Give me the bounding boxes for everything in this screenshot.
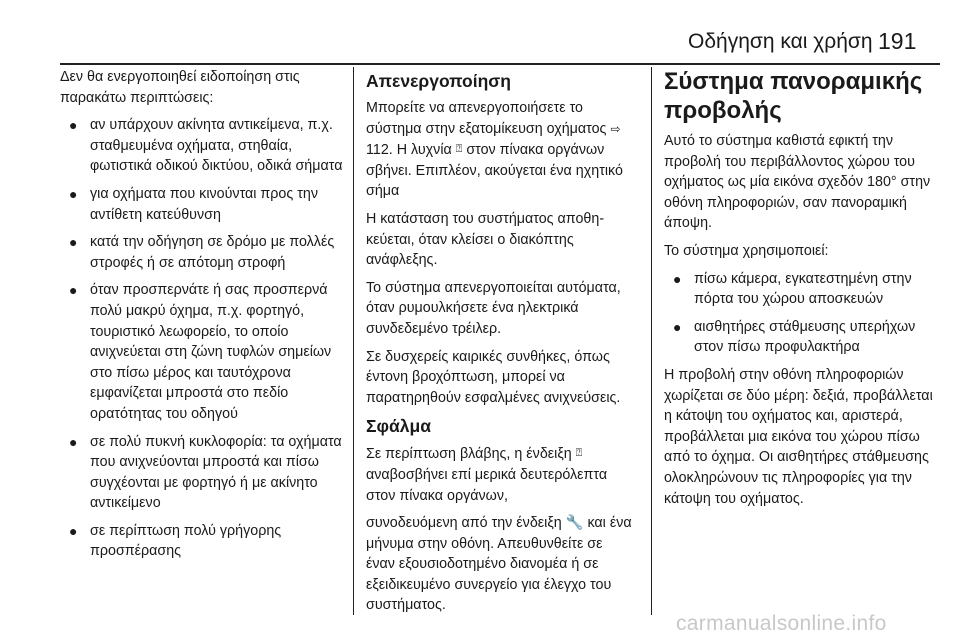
bullet-icon: ●	[69, 185, 78, 202]
column-2	[366, 67, 632, 623]
intro-paragraph: Δεν θα ενεργοποιηθεί ειδοποίηση στις παρακάτω περιπτώσεις:	[60, 69, 300, 106]
deactivation-heading: Απενεργοποίηση	[366, 71, 511, 91]
deactivation-paragraph: Μπορείτε να απενεργοποιήσετε το σύστημα στην εξατομίκευση οχήματος ⇨ 112. Η λυχνία ⍰ στον πίνακα οργάνων σβήνει. Επιπλέον, ακούγεται ένα ηχητικό σήμα	[366, 100, 623, 200]
watermark: carmanualsonline.info	[676, 612, 887, 635]
side-blind-zone-indicator-icon: ⍰	[575, 447, 583, 460]
bullet-icon: ●	[69, 522, 78, 539]
running-title: Οδήγηση και χρήση	[688, 30, 873, 53]
list-item: ● αν υπάρχουν ακίνητα αντικείμενα, π.χ. σταθμευμένα οχήματα, στηθαία, φωτιστικά οδικού δικτύου, οδικά σήματα	[69, 117, 343, 175]
state-saved-paragraph: Η κατάσταση του συστήματος αποθηκεύεται, όταν κλείσει ο διακόπτης ανάφλεξης.	[366, 210, 605, 269]
list-item: ● σε πολύ πυκνή κυκλοφορία: τα οχήματα που ανιχνεύονται μπροστά και πίσω συγχέονται με φορτηγό ή με ακίνητο αντικείμενο	[69, 433, 342, 512]
bullet-icon: ●	[69, 234, 78, 251]
bullet-icon: ●	[69, 433, 78, 450]
trailer-paragraph: Το σύστημα απενεργοποιείται αυτόματα, όταν ρυμουλκήσετε ένα ηλεκτρικά συνδεδεμένο τρέιλερ.	[366, 279, 621, 337]
list-item: ● για οχήματα που κινούνται προς την αντίθετη κατεύθυνση	[69, 185, 318, 223]
bullet-icon: ●	[69, 117, 78, 134]
fault-service-paragraph: συνοδευόμενη από την ένδειξη 🔧 και ένα μήνυμα στην οθόνη. Απευθυνθείτε σε έναν εξουσιοδοτημένο διανομέα ή σε εξειδικευμένο συνεργείο για έλεγχο του συστήματος.	[366, 515, 632, 614]
weather-paragraph: Σε δυσχερείς καιρικές συνθήκες, όπως έντονη βροχόπτωση, μπορεί να παρατηρηθούν εσφαλμένες ανιχνεύσεις.	[366, 348, 621, 406]
list-item: ● κατά την οδήγηση σε δρόμο με πολλές στροφές ή σε απότομη στροφή	[69, 234, 335, 271]
bullet-icon: ●	[673, 270, 682, 287]
column-3	[664, 67, 940, 516]
page-number: 191	[878, 28, 917, 54]
panoramic-view-heading: Σύστημα πανοραμικής προβολής	[664, 68, 923, 124]
list-item: ● όταν προσπερνάτε ή σας προσπερνά πολύ μακρύ όχημα, π.χ. φορτηγό, τουριστικό λεωφορείο, το οποίο ανιχνεύεται στη ζώνη τυφλών σημείων στο πίσω μέρος και ταυτόχρονα εμφανίζεται μπροστά στο πεδίο ορατότητας του οδηγού	[69, 282, 332, 422]
side-blind-zone-indicator-icon: ⍰	[455, 143, 463, 156]
exception-list	[60, 115, 344, 562]
column-1	[60, 67, 344, 569]
column-divider-2	[651, 67, 652, 615]
bullet-icon: ●	[673, 318, 682, 335]
service-wrench-icon: 🔧	[565, 515, 584, 532]
page-reference-arrow-icon: ⇨	[610, 121, 621, 136]
page-reference-link[interactable]: 112	[366, 142, 389, 159]
list-item: ● πίσω κάμερα, εγκατεστημένη στην πόρτα του χώρου αποσκευών	[673, 270, 912, 308]
bullet-icon: ●	[69, 282, 78, 299]
column-divider-1	[353, 67, 354, 615]
components-list	[664, 269, 940, 358]
list-item: ● αισθητήρες στάθμευσης υπερήχων στον πίσω προφυλακτήρα	[673, 318, 916, 356]
fault-paragraph: Σε περίπτωση βλάβης, η ένδειξη ⍰ αναβοσβήνει επί μερικά δευτερόλεπτα στον πίνακα οργάνων,	[366, 443, 632, 506]
fault-heading: Σφάλμα	[366, 416, 431, 437]
page-header	[0, 0, 960, 60]
system-uses-paragraph: Το σύστημα χρησιμοποιεί:	[664, 242, 829, 259]
display-split-paragraph: Η προβολή στην οθόνη πληροφοριών χωρίζεται σε δύο μέρη: δεξιά, προβάλλεται η κάτοψη του οχήματος και, αριστερά, προβάλλεται μια εικόνα του χώρου πίσω από το όχημα. Οι αισθητήρες στάθμευσης ολοκληρώνουν τις πληροφορίες για την κάτοψη του οχήματος.	[664, 366, 933, 507]
list-item: ● σε περίπτωση πολύ γρήγορης προσπέρασης	[69, 522, 282, 560]
panoramic-intro-paragraph: Αυτό το σύστημα καθιστά εφικτή την προβολή του περιβάλλοντος χώρου του οχήματος ως μία εικόνα σχεδόν 180° στην οθόνη πληροφοριών, σαν πανοραμική άποψη.	[664, 133, 931, 232]
header-rule	[60, 63, 940, 65]
